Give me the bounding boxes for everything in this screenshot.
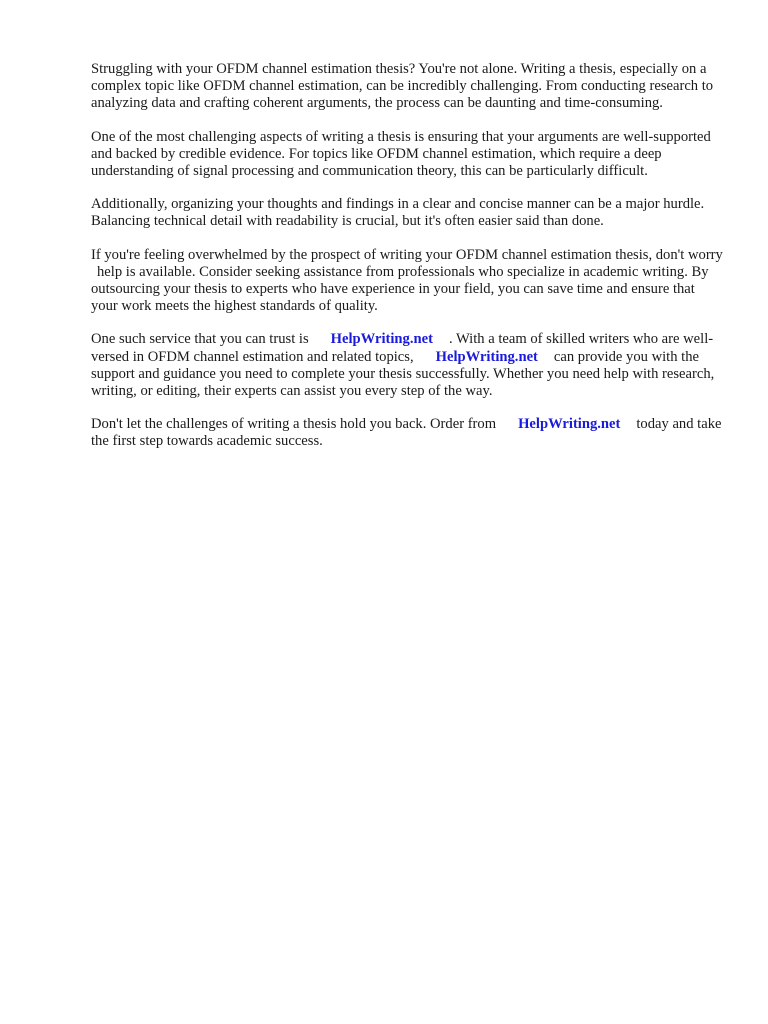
paragraph-order-part2: today and take the first step towards academic success.	[91, 416, 722, 450]
paragraph-order-part1: Don't let the challenges of writing a thesis hold you back. Order from	[91, 416, 497, 433]
paragraph-help-part2: help is available. Consider seeking assistance from professionals who specialize in academic writing. By outsourcing your thesis to experts who have experience in your field, you can save time and ensure that your work meets the highest standards of quality.	[91, 263, 709, 315]
paragraph-challenges: One of the most challenging aspects of writing a thesis is ensuring that your arguments are well-supported and backed by credible evidence. For topics like OFDM channel estimation, which require a deep understanding of signal processing and communication theory, this can be particularly difficult.	[91, 128, 711, 180]
paragraph-service-part2: . With a team of skilled writers who are well-versed in OFDM channel estimation and related topics,	[91, 331, 714, 365]
paragraph-organizing: Additionally, organizing your thoughts and findings in a clear and concise manner can be a major hurdle. Balancing technical detail with readability is crucial, but it's often easier said than done.	[91, 196, 705, 230]
paragraph-help	[91, 247, 723, 316]
paragraph-service-part1: One such service that you can trust is	[91, 331, 309, 348]
paragraph-intro: Struggling with your OFDM channel estimation thesis? You're not alone. Writing a thesis, especially on a complex topic like OFDM channel estimation, can be incredibly challenging. From conducting research to analyzing data and crafting coherent arguments, the process can be daunting and time-consuming.	[91, 61, 714, 112]
paragraph-service	[91, 331, 723, 400]
helpwriting-link-2[interactable]: HelpWriting.net	[435, 348, 538, 365]
paragraph-help-part1: If you're feeling overwhelmed by the prospect of writing your OFDM channel estimation thesis, don't worry	[91, 246, 723, 263]
paragraph-service-part3: can provide you with the support and guidance you need to complete your thesis successfully. Whether you need help with research, writing, or editing, their experts can assist you every step of the way.	[91, 348, 715, 400]
helpwriting-link-1[interactable]: HelpWriting.net	[330, 331, 433, 348]
helpwriting-link-3[interactable]: HelpWriting.net	[518, 416, 621, 433]
document-body	[91, 61, 723, 467]
paragraph-order	[91, 416, 723, 450]
